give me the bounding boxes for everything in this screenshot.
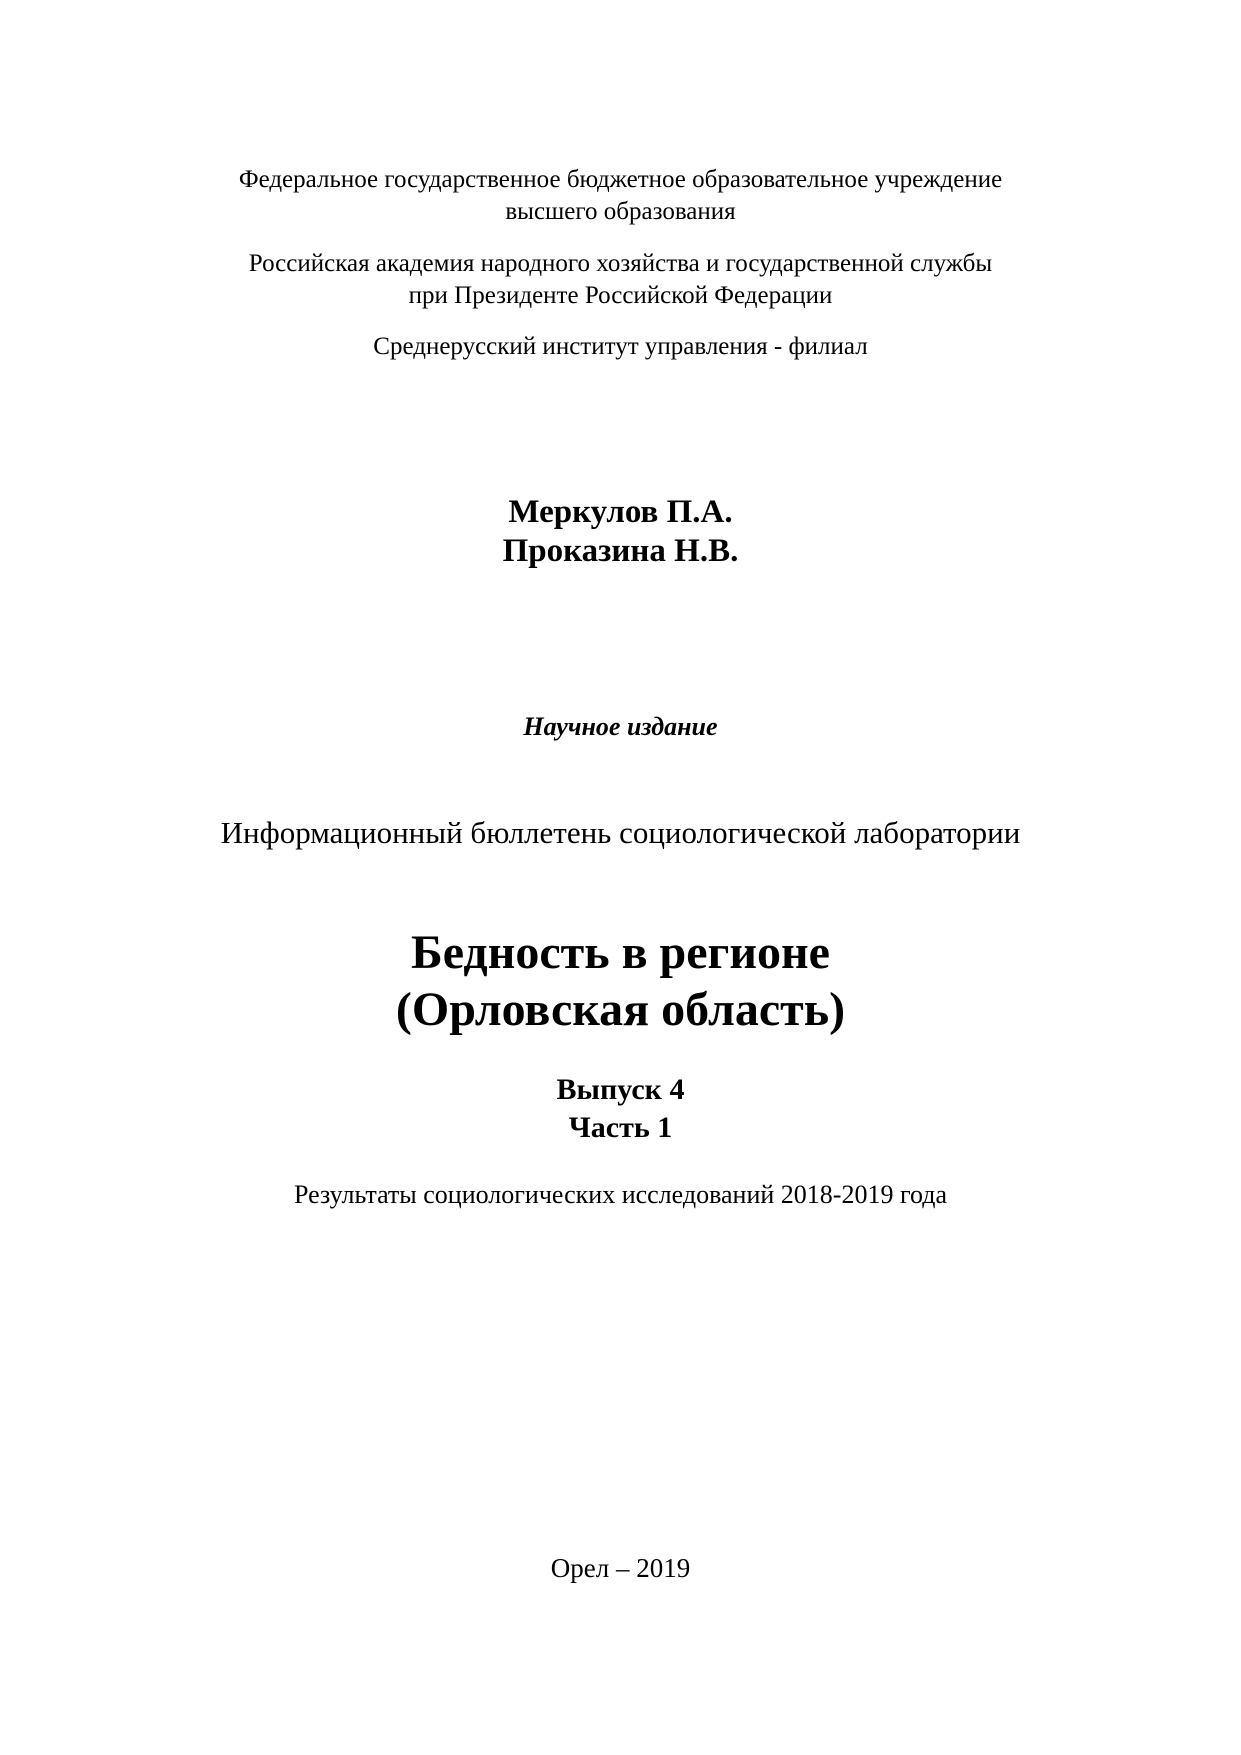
- institution-line-4: при Президенте Российской Федерации: [408, 282, 833, 309]
- issue-number: Выпуск 4: [556, 1073, 685, 1106]
- institution-line-2: высшего образования: [505, 198, 736, 225]
- publication-type: Научное издание: [523, 712, 718, 741]
- institution-line-3: Российская академия народного хозяйства и государственной службы: [248, 250, 993, 277]
- results-subtitle: Результаты социологических исследований 2018-2019 года: [293, 1180, 947, 1209]
- city-year: Орел – 2019: [550, 1553, 691, 1583]
- institution-line-1: Федеральное государственное бюджетное образовательное учреждение: [238, 166, 1003, 193]
- series-title: Информационный бюллетень социологической лаборатории: [220, 815, 1021, 850]
- institution-line-5: Среднерусский институт управления - филиал: [373, 333, 868, 360]
- author-1: Меркулов П.А.: [508, 494, 733, 530]
- issue-part: Часть 1: [568, 1111, 673, 1144]
- main-title-line-2: (Орловская область): [395, 983, 846, 1036]
- author-2: Проказина Н.В.: [502, 533, 739, 569]
- main-title-line-1: Бедность в регионе: [411, 926, 830, 979]
